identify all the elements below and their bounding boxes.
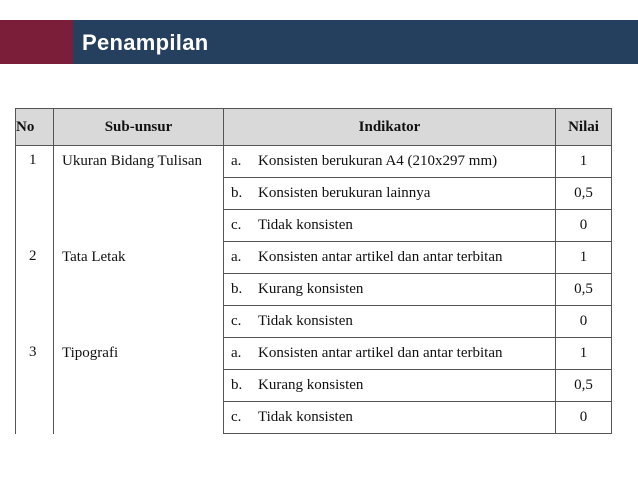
cell-indicator [224,274,556,306]
indicator-letter: c. [231,313,242,329]
column-header-nilai: Nilai [556,109,612,146]
indicator-letter: c. [231,217,242,233]
cell-indicator [224,402,556,434]
indicator-text: Konsisten berukuran lainnya [258,185,431,201]
indicator-text: Konsisten antar artikel dan antar terbitan [258,249,503,265]
indicator-text: Tidak konsisten [258,313,353,329]
cell-indicator [224,306,556,338]
cell-value: 0 [556,402,612,434]
table-header-row [16,109,612,146]
cell-indicator [224,146,556,178]
table-row [16,242,612,274]
cell-indicator [224,370,556,402]
indicator-letter: c. [231,409,242,425]
indicator-text: Tidak konsisten [258,409,353,425]
indicator-text: Kurang konsisten [258,281,364,297]
cell-value: 1 [556,146,612,178]
indicator-letter: a. [231,345,242,361]
column-header-no: No [16,109,54,146]
indicator-letter: a. [231,249,242,265]
table-body [16,146,612,434]
cell-value: 0,5 [556,178,612,210]
indicator-text: Kurang konsisten [258,377,364,393]
cell-indicator [224,242,556,274]
indicator-text: Tidak konsisten [258,217,353,233]
cell-indicator [224,178,556,210]
column-header-indikator: Indikator [224,109,556,146]
indicator-text: Konsisten antar artikel dan antar terbitan [258,345,503,361]
cell-value: 0,5 [556,370,612,402]
slide-title: Penampilan [82,30,209,55]
column-header-sub-unsur: Sub-unsur [54,109,224,146]
indicator-letter: b. [231,281,243,297]
cell-value: 0 [556,210,612,242]
cell-number: 1 [16,146,54,242]
cell-sub-unsur: Ukuran Bidang Tulisan [54,146,224,242]
cell-value: 1 [556,242,612,274]
header-bar [0,20,638,64]
cell-sub-unsur: Tipografi [54,338,224,434]
indicator-text: Konsisten berukuran A4 (210x297 mm) [258,153,498,169]
indicator-letter: b. [231,377,243,393]
cell-value: 0,5 [556,274,612,306]
cell-number: 3 [16,338,54,434]
cell-value: 1 [556,338,612,370]
table-row [16,146,612,178]
header-accent [0,20,73,64]
indicator-letter: b. [231,185,243,201]
cell-indicator [224,338,556,370]
cell-number: 2 [16,242,54,338]
assessment-table [15,108,612,434]
table-row [16,338,612,370]
cell-value: 0 [556,306,612,338]
cell-indicator [224,210,556,242]
cell-sub-unsur: Tata Letak [54,242,224,338]
indicator-letter: a. [231,153,242,169]
